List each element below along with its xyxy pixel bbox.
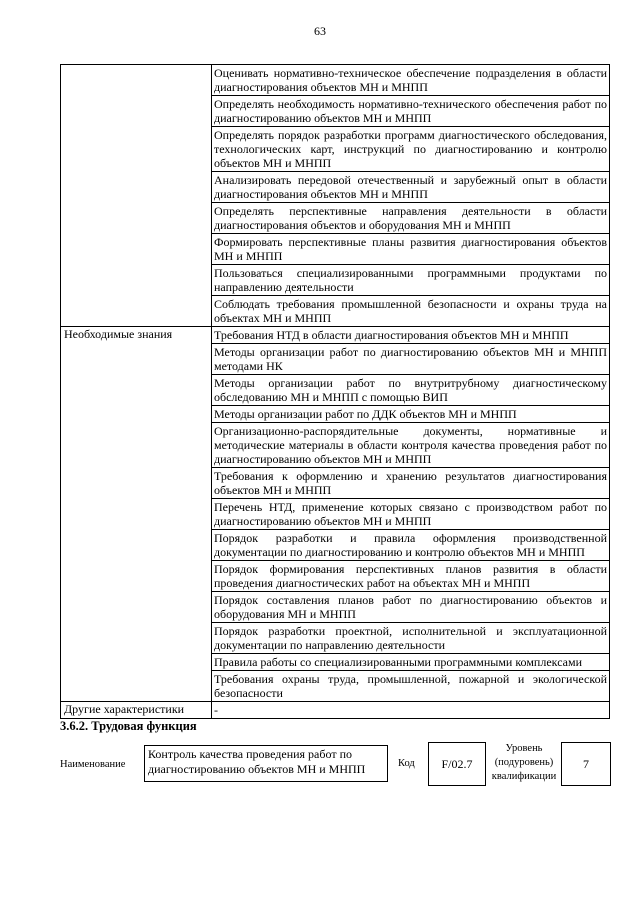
level-label-line: (подуровень) — [494, 757, 554, 768]
code-label: Код — [398, 758, 415, 769]
row-content-other — [212, 702, 610, 719]
row-label: Другие характеристики — [61, 702, 212, 719]
table-row-other — [61, 702, 610, 719]
list-item: Соблюдать требования промышленной безопасности и охраны труда на объектах МН и МНПП — [214, 297, 607, 325]
table-row-knowledge — [61, 327, 610, 702]
list-item: Методы организации работ по ДДК объектов МН и МНПП — [212, 405, 609, 422]
list-item: Порядок составления планов работ по диагностированию объектов и оборудования МН и МНПП — [214, 593, 607, 621]
list-item: Порядок разработки и правила оформления производственной документации по диагностированию и контролю объектов МН и МНПП — [214, 531, 607, 559]
row-content-skills — [212, 65, 610, 327]
list-item: Определять необходимость нормативно-технического обеспечения работ по диагностированию объектов МН и МНПП — [214, 97, 607, 125]
list-item: Требования к оформлению и хранению результатов диагностирования объектов МН и МНПП — [214, 469, 607, 497]
list-item: Оценивать нормативно-техническое обеспечение подразделения в области диагностирования объектов МН и МНПП — [214, 66, 607, 94]
name-label: Наименование — [60, 759, 126, 770]
list-item: Определять порядок разработки программ диагностического обследования, технологических карт, инструкций по диагностированию и контролю объектов МН и МНПП — [214, 128, 607, 170]
list-item: Методы организации работ по внутритрубному диагностическому обследованию МН и МНПП с помощью ВИП — [214, 376, 607, 404]
list-item: Организационно-распорядительные документы, нормативные и методические материалы в области контроля качества проведения работ по диагностированию объектов МН и МНПП — [214, 424, 607, 466]
function-code-box: F/02.7 — [428, 742, 486, 786]
level-label-line: квалификации — [491, 771, 557, 782]
list-item: Требования охраны труда, промышленной, пожарной и экологической безопасности — [214, 672, 607, 700]
row-content-knowledge — [212, 327, 610, 702]
function-name-box: Контроль качества проведения работ по диагностированию объектов МН и МНПП — [144, 745, 388, 782]
list-item: Правила работы со специализированными программными комплексами — [212, 653, 609, 670]
table-row-skills — [61, 65, 610, 327]
level-label — [490, 742, 558, 784]
list-item: Определять перспективные направления деятельности в области диагностирования объектов и оборудования МН и МНПП — [214, 204, 607, 232]
list-item: Пользоваться специализированными программными продуктами по направлению деятельности — [214, 266, 607, 294]
labor-function-row — [60, 742, 610, 786]
row-label — [61, 65, 212, 327]
list-item: Методы организации работ по диагностированию объектов МН и МНПП методами НК — [214, 345, 607, 373]
list-item: Перечень НТД, применение которых связано с производством работ по диагностированию объектов МН и МНПП — [214, 500, 607, 528]
row-label: Необходимые знания — [61, 327, 212, 702]
list-item: - — [214, 703, 218, 717]
list-item: Порядок разработки проектной, исполнительной и эксплуатационной документации по направлению деятельности — [214, 624, 607, 652]
qualification-level-box: 7 — [561, 742, 611, 786]
list-item: Требования НТД в области диагностирования объектов МН и МНПП — [214, 328, 569, 342]
list-item: Анализировать передовой отечественный и зарубежный опыт в области диагностирования объектов МН и МНПП — [214, 173, 607, 201]
section-title: 3.6.2. Трудовая функция — [60, 719, 197, 733]
list-item: Формировать перспективные планы развития диагностирования объектов МН и МНПП — [214, 235, 607, 263]
page-number: 63 — [314, 24, 326, 38]
competency-table — [60, 64, 610, 719]
level-label-line: Уровень — [505, 743, 543, 754]
list-item: Порядок формирования перспективных планов развития в области проведения диагностических работ на объектах МН и МНПП — [214, 562, 607, 590]
